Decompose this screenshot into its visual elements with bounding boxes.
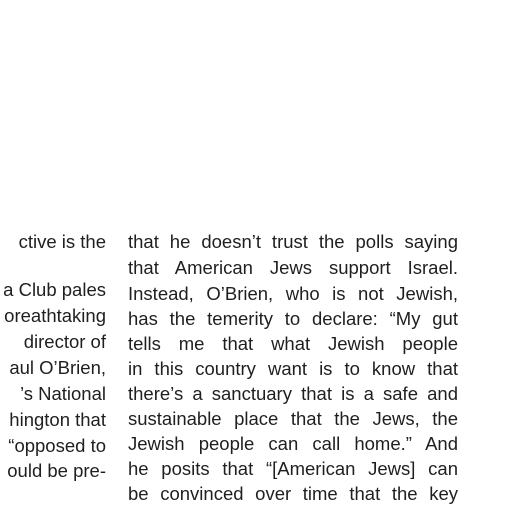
left-text-line: “opposed to (8, 435, 106, 456)
right-text-line: in this country want is to know that (128, 358, 458, 379)
left-text-line: oreathtaking (4, 305, 106, 326)
left-text-line: ’s National (19, 383, 106, 404)
right-text-line: tells me that what Jewish people (128, 333, 458, 354)
left-text-line: ctive is the (18, 231, 106, 252)
right-text-line: has the temerity to declare: “My gut (128, 308, 458, 329)
right-text-line: Jewish people can call home.” And (128, 433, 458, 454)
left-text-line: hington that (9, 409, 106, 430)
left-text-line: a Club pales (3, 279, 106, 300)
left-text-line: director of (23, 331, 106, 352)
right-text-line: that American Jews support Israel. (128, 257, 458, 278)
left-text-line: ould be pre- (7, 460, 106, 481)
right-text-line: that he doesn’t trust the polls saying (128, 231, 458, 252)
right-text-line: he posits that “[American Jews] can (128, 458, 458, 479)
right-text-line: be convinced over time that the key (128, 483, 458, 504)
right-text-line: Instead, O’Brien, who is not Jewish, (128, 283, 458, 304)
right-text-line: there’s a sanctuary that is a safe and (128, 383, 458, 404)
right-text-line: sustainable place that the Jews, the (128, 408, 458, 429)
left-text-line: aul O’Brien, (9, 357, 106, 378)
